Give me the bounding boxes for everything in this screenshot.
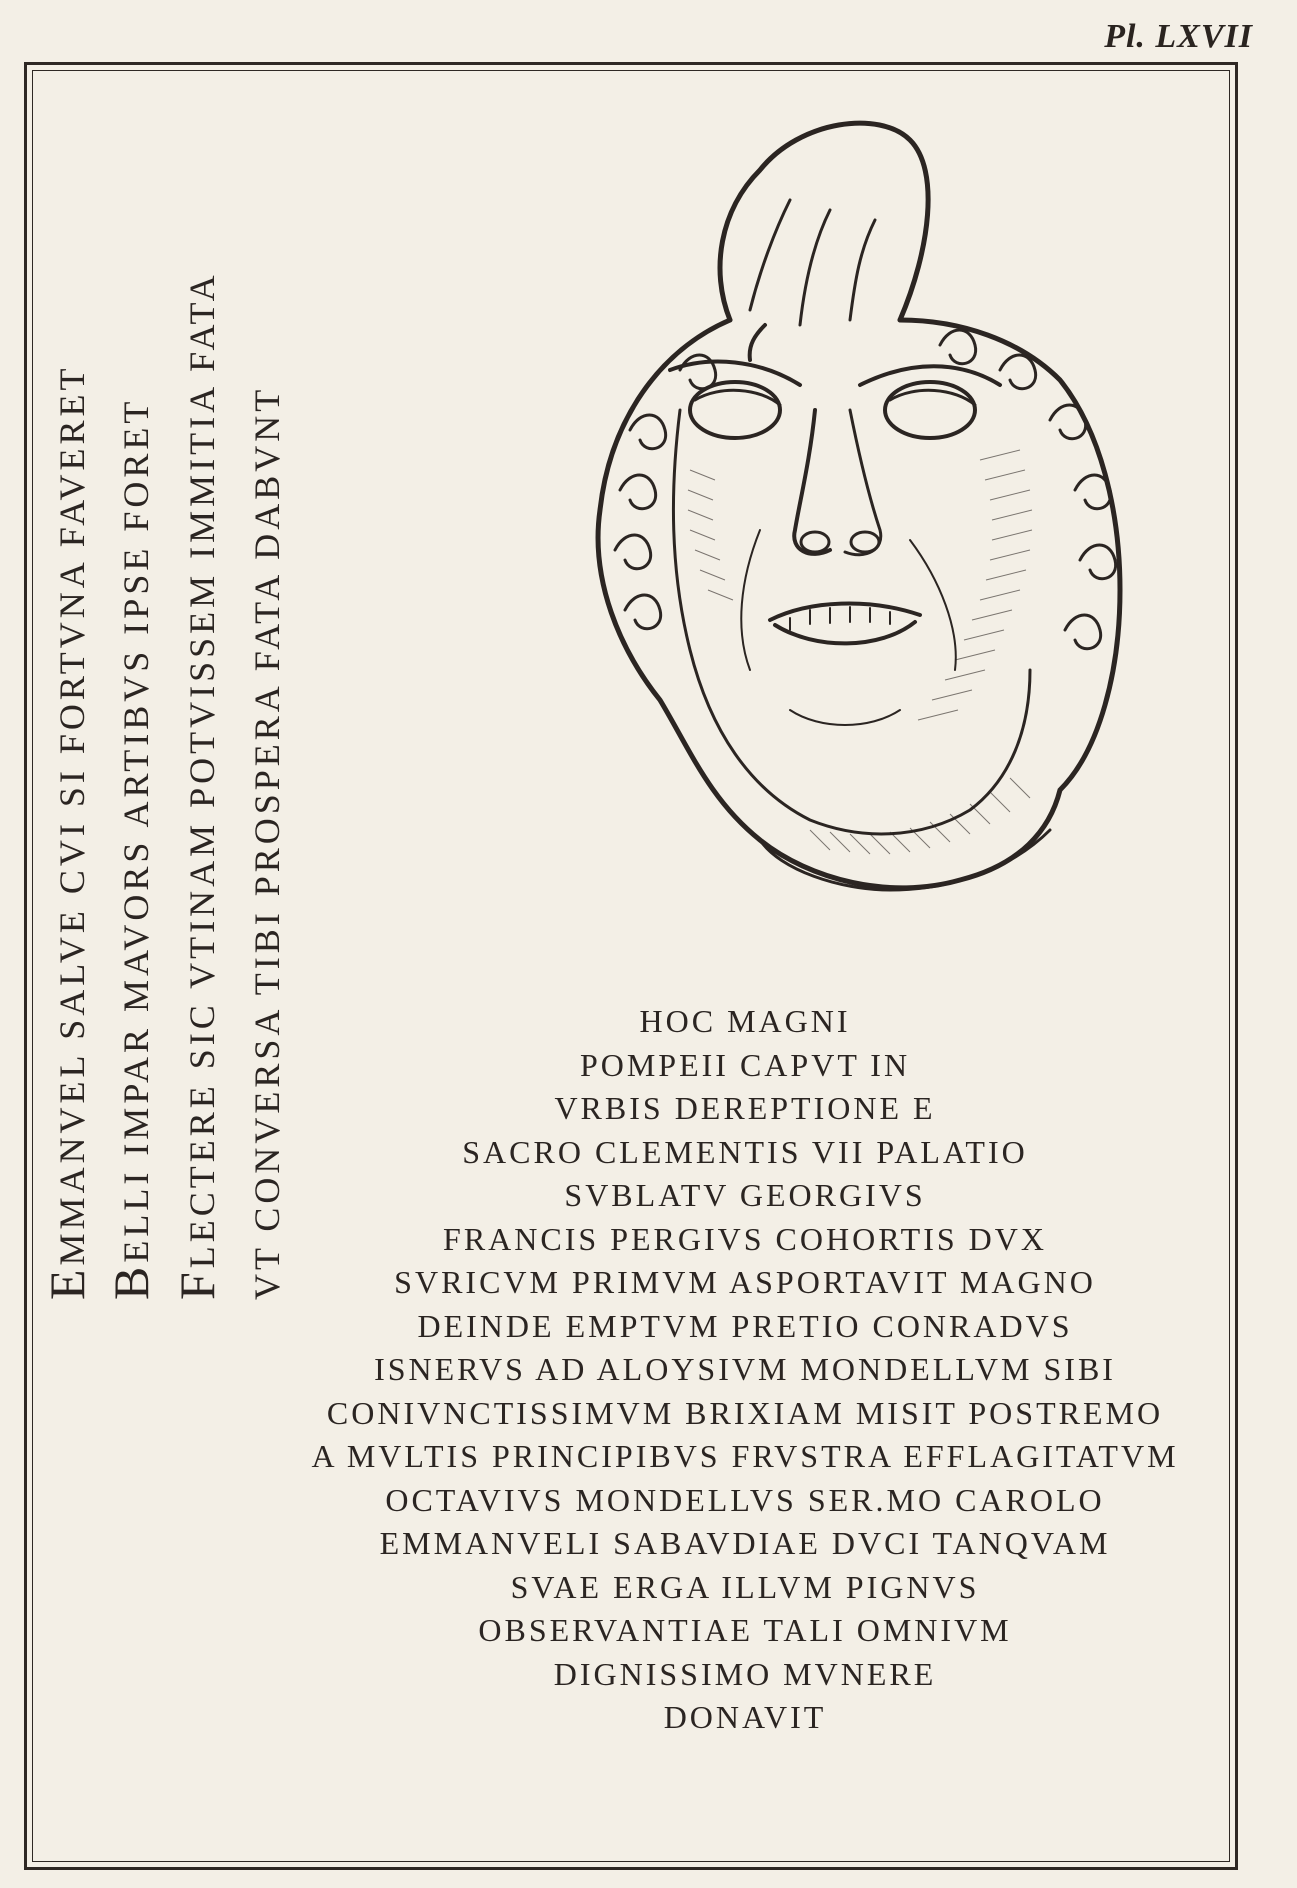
inscription-line: ISNERVS AD ALOYSIVM MONDELLVM SIBI [374,1351,1116,1387]
inscription-line: SACRO CLEMENTIS VII PALATIO [462,1133,1028,1170]
inscription-line: OBSERVANTIAE TALI OMNIVM [478,1612,1012,1648]
vertical-line-3: FLECTERE SIC VTINAM POTVISSEM IMMITIA FATA [169,271,225,1300]
main-inscription [250,1000,1240,1740]
inscription-line: SVBLATV GEORGIVS [564,1177,926,1213]
vertical-line-1: EMMANVEL SALVE CVI SI FORTVNA FAVERET [39,364,95,1300]
plate-number: Pl. LXVII [1104,18,1253,55]
inscription-line: VRBIS DEREPTIONE E [554,1090,936,1126]
inscription-line: SVAE ERGA ILLVM PIGNVS [510,1568,980,1605]
inscription-line: FRANCIS PERGIVS COHORTIS DVX [443,1220,1047,1257]
inscription-line: HOC MAGNI [639,1003,851,1039]
inscription-line: DIGNISSIMO MVNERE [553,1655,937,1692]
pompey-head-engraving-icon [560,110,1140,940]
inscription-line: DEINDE EMPTVM PRETIO CONRADVS [417,1307,1073,1344]
inscription-line: A MVLTIS PRINCIPIBVS FRVSTRA EFFLAGITATVM [311,1438,1179,1474]
inscription-line: OCTAVIVS MONDELLVS SER.MO CAROLO [385,1481,1105,1518]
inscription-line: CONIVNCTISSIMVM BRIXIAM MISIT POSTREMO [326,1394,1164,1431]
inscription-line: SVRICVM PRIMVM ASPORTAVIT MAGNO [394,1264,1096,1300]
inscription-line: POMPEII CAPVT IN [579,1046,911,1083]
vertical-line-2: BELLI IMPAR MAVORS ARTIBVS IPSE FORET [103,397,159,1300]
inscription-line: DONAVIT [663,1699,827,1735]
inscription-line: EMMANVELI SABAVDIAE DVCI TANQVAM [379,1525,1111,1561]
vertical-line-4: VT CONVERSA TIBI PROSPERA FATA DABVNT [247,385,287,1300]
